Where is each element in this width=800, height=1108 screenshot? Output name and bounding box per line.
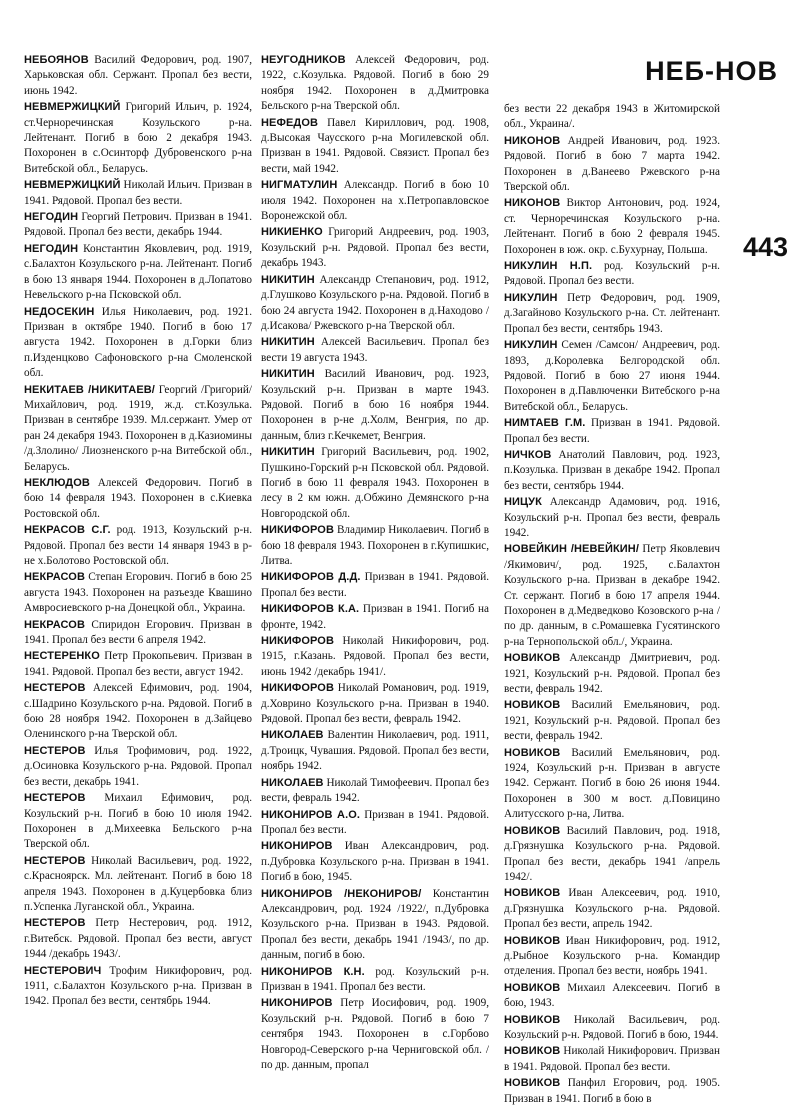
entry xyxy=(504,746,720,823)
entry-surname: НЕГОДИН xyxy=(24,211,79,224)
entry-surname: НИКИФОРОВ Д.Д. xyxy=(261,571,361,584)
entry-text: Александр Адамович, род. 1916, Козульский р-н. Пропал без вести, февраль 1942. xyxy=(504,496,720,539)
entry xyxy=(504,886,720,932)
entry xyxy=(24,100,252,177)
entry-surname: НОВИКОВ xyxy=(504,1013,561,1026)
entry xyxy=(504,448,720,494)
entry-text: Григорий Ильич, р. 1924, ст.Черноречинская Козульского р-на. Лейтенант. Погиб в бою 2 декабря 1943. Похоронен в с.Осинторф Дубровенского р-на Витебской обл., Беларусь. xyxy=(24,101,252,175)
entry xyxy=(24,649,252,680)
entry xyxy=(261,225,489,271)
entry-text: Алексей Федорович, род. 1922, с.Козулька. Рядовой. Погиб в бою 29 ноября 1942. Похоронен в д.Дмитровка Бельского р-на Тверской обл. xyxy=(261,54,489,113)
entry xyxy=(24,178,252,209)
entry-text: Анатолий Павлович, род. 1923, п.Козулька. Призван в декабре 1942. Пропал без вести, сентябрь 1944. xyxy=(504,448,720,492)
entry xyxy=(504,824,720,886)
entry-text: Николай Васильевич, род. 1922, с.Красноярск. Мл. лейтенант. Погиб в бою 18 апреля 1943. Похоронен в д.Куцербовка близ п.Успенка Луганской обл., Украина. xyxy=(24,854,252,913)
entry-surname: НЕГОДИН xyxy=(24,242,79,255)
entry-text: Николай Тимофеевич. Пропал без вести, февраль 1942. xyxy=(261,776,489,805)
entry xyxy=(504,934,720,980)
entry-surname: НЕВМЕРЖИЦКИЙ xyxy=(24,179,121,192)
entry-text: Призван в 1941. Рядовой. Пропал без вести. xyxy=(504,417,720,445)
entry xyxy=(261,602,489,633)
entry xyxy=(24,744,252,790)
entry-text: Михаил Алексеевич. Погиб в бою, 1943. xyxy=(504,981,720,1010)
entry-text: Георгий /Григорий/ Михайлович, род. 1919, ж.д. ст.Козулька. Призван в сентябре 1939. Мл.сержант. Умер от ран 24 декабря 1943. Похоронен в д.Казиомины /д.Злолино/ Лиозненского р-на Витебской обл., Беларусь. xyxy=(24,383,252,473)
entry xyxy=(504,651,720,697)
entry-text: Василий Павлович, род. 1918, д.Грязнушка Козульского р-на. Рядовой. Пропал без вести, декабрь 1941 /апрель 1942/. xyxy=(504,824,720,883)
entry-text: Иван Александрович, род. п.Дубровка Козульского р-на. Призван в 1941. Погиб в бою, 1945. xyxy=(261,840,489,884)
entry-text: Владимир Николаевич. Погиб в бою 18 февраля 1943. Похоронен в г.Купишкис, Литва. xyxy=(261,524,489,567)
entry-text: Николай Никифорович. Призван в 1941. Рядовой. Пропал без вести. xyxy=(504,1045,720,1073)
entry-text: Василий Федорович, род. 1907, Харьковская обл. Сержант. Пропал без вести, июнь 1942. xyxy=(24,54,252,97)
entry-surname: НИКИТИН xyxy=(261,446,315,459)
entry-surname: НЕСТЕРОВ xyxy=(24,744,86,757)
entry xyxy=(504,495,720,541)
entry xyxy=(261,996,489,1073)
entry-surname: НЕКЛЮДОВ xyxy=(24,476,90,489)
entry-text: Александр. Погиб в бою 10 июля 1942. Похоронен на х.Петропавловское Воронежской обл. xyxy=(261,179,489,223)
entry-surname: НИКИФОРОВ xyxy=(261,524,335,537)
entry-text: род. 1913, Козульский р-н. Рядовой. Пропал без вести 14 января 1943 в р-не х.Болотово Ростовской обл. xyxy=(24,524,252,567)
entry-surname: НИКИФОРОВ xyxy=(261,682,335,695)
entry-text: Николай Васильевич, род. Козульский р-н. Рядовой. Погиб в бою, 1944. xyxy=(504,1013,720,1041)
entry xyxy=(24,964,252,1010)
entry-surname: НИГМАТУЛИН xyxy=(261,179,338,192)
entry-text: Виктор Антонович, род. 1924, ст. Черноречинская Козульского р-на. Лейтенант. Погиб в бою 2 февраля 1945. Похоронен в юж. окр. с.Бухурнау, Польша. xyxy=(504,197,720,256)
entry-text: Павел Кириллович, род. 1908, д.Высокая Чаусского р-на Могилевской обл. Призван в 1941. Рядовой. Связист. Пропал без вести, май 1942. xyxy=(261,116,489,175)
entry-surname: НОВИКОВ xyxy=(504,887,561,900)
running-header: НЕБ-НОВ xyxy=(645,56,778,86)
entry-surname: НИКУЛИН xyxy=(504,291,558,304)
entry-surname: НЕСТЕРОВИЧ xyxy=(24,964,102,977)
entry-surname: НЕДОСЕКИН xyxy=(24,305,95,318)
entry-surname: НИКОНОВ xyxy=(504,134,561,147)
entry-text: Алексей Васильевич. Пропал без вести 19 августа 1943. xyxy=(261,336,489,364)
entry-text: Алексей Федорович. Погиб в бою 14 февраля 1943. Похоронен в с.Киевка Ростовской обл. xyxy=(24,476,252,520)
entry-surname: НЕКИТАЕВ /НИКИТАЕВ/ xyxy=(24,383,155,396)
entry xyxy=(24,305,252,382)
entry-text: Петр Иосифович, род. 1909, Козульский р-н. Рядовой. Погиб в бою 7 сентября 1943. Похоронен в с.Горбово Новгород-Северского р-на Черниговской обл. /по др. данным, пропал xyxy=(261,997,489,1071)
entry-text: Валентин Николаевич, род. 1911, д.Троицк, Чувашия. Рядовой. Пропал без вести, ноябрь 1942. xyxy=(261,729,489,773)
entry-text: род. Козульский р-н. Рядовой. Пропал без вести. xyxy=(504,260,720,288)
entry-surname: НОВИКОВ xyxy=(504,1045,561,1058)
entry-text: Николай Романович, род. 1919, д.Ховрино Козульского р-на. Призван в 1940. Рядовой. Пропал без вести, февраль 1942. xyxy=(261,682,489,726)
entry-text: Александр Степанович, род. 1912, д.Глушково Козульского р-на. Рядовой. Погиб в бою 24 августа 1942. Похоронен в д.Находово /д.Исакова/ Ржевского р-на Тверской обл. xyxy=(261,273,489,332)
entry-surname: НИЧКОВ xyxy=(504,448,552,461)
entry xyxy=(24,476,252,522)
entry-surname: НЕСТЕРОВ xyxy=(24,854,86,867)
entry-surname: НЕКРАСОВ xyxy=(24,618,86,631)
page-number: 443 xyxy=(742,232,788,262)
entry xyxy=(24,618,252,649)
entry-surname: НЕВМЕРЖИЦКИЙ xyxy=(24,101,121,114)
entry xyxy=(24,383,252,475)
entry-surname: НИКОЛАЕВ xyxy=(261,729,324,742)
entry-text: Григорий Васильевич, род. 1902, Пушкино-Горский р-н Псковской обл. Рядовой. Погиб в бою 11 февраля 1943. Похоронен в лесу в 2 км южн. д.Обжино Демянского р-на Новгородской обл. xyxy=(261,446,489,520)
entry xyxy=(261,570,489,601)
entry-surname: НОВИКОВ xyxy=(504,699,561,712)
entry-surname: НОВИКОВ xyxy=(504,981,561,994)
entry-surname: НИКОНИРОВ xyxy=(261,997,333,1010)
entry-surname: НЕБОЯНОВ xyxy=(24,54,89,66)
entry-text: Трофим Никифорович, род. 1911, с.Балахтон Козульского р-на. Призван в 1942. Пропал без вести, сентябрь 1944. xyxy=(24,964,252,1008)
entry-surname: НЕКРАСОВ xyxy=(24,571,86,584)
entry-text: Панфил Егорович, род. 1905. Призван в 1941. Погиб в бою в xyxy=(504,1077,720,1105)
entry-text: Николай Никифорович, род. 1915, г.Казань. Рядовой. Пропал без вести, июнь 1942 /декабрь 1941/. xyxy=(261,635,489,678)
entry-surname: НИКУЛИН xyxy=(504,339,558,352)
entry-surname: НИКИЕНКО xyxy=(261,226,323,239)
entry xyxy=(261,728,489,774)
entry xyxy=(504,1076,720,1107)
entry-text: Спиридон Егорович. Призван в 1941. Пропал без вести 6 апреля 1942. xyxy=(24,618,252,647)
entries-list xyxy=(261,53,489,1073)
entry xyxy=(504,981,720,1012)
entry-surname: НИМТАЕВ Г.М. xyxy=(504,417,586,430)
entry-text: Василий Емельянович, род. 1924, Козульский р-н. Призван в августе 1942. Сержант. Погиб в бою 26 июня 1944. Похоронен в 300 м вост. д.Повицино Алитусского р-на, Литва. xyxy=(504,746,720,821)
entry xyxy=(261,808,489,839)
entry-text: род. Козульский р-н. Призван в 1941. Пропал без вести. xyxy=(261,965,489,993)
entry xyxy=(261,839,489,885)
entry-text: Григорий Андреевич, род. 1903, Козульский р-н. Рядовой. Пропал без вести, декабрь 1943. xyxy=(261,226,489,270)
entry xyxy=(504,291,720,337)
entry xyxy=(261,335,489,366)
entry-surname: НИКИТИН xyxy=(261,336,315,349)
entry-surname: НЕКРАСОВ С.Г. xyxy=(24,524,111,537)
entry-text: Петр Федорович, род. 1909, д.Загайново Козульского р-на. Ст. лейтенант. Пропал без вести, сентябрь 1943. xyxy=(504,291,720,335)
entry xyxy=(504,1013,720,1044)
entry xyxy=(261,116,489,178)
entry xyxy=(261,53,489,115)
entries-list xyxy=(24,53,252,1010)
entry-text: Степан Егорович. Погиб в бою 25 августа 1943. Похоронен на разъезде Квашино Амвросиевского р-на Донецкой обл., Украина. xyxy=(24,571,252,615)
entry xyxy=(24,210,252,241)
entry-text: Петр Яковлевич /Якимович/, род. 1925, с.Балахтон Козульского р-на. Призван в декабре 1942. Ст. сержант. Погиб в бою 17 апреля 1944. Похоронен в д.Медведково Козовского р-на /по др. данным, в с.Ромашевка Гусятинского р-на Тернопольской обл./, Украина. xyxy=(504,543,720,648)
entry xyxy=(261,887,489,964)
entry-surname: НОВИКОВ xyxy=(504,824,561,837)
entry xyxy=(24,791,252,853)
entry-surname: НИКОНИРОВ А.О. xyxy=(261,808,361,821)
entry xyxy=(261,445,489,522)
entry-surname: НЕСТЕРЕНКО xyxy=(24,650,100,663)
entry-surname: НЕФЕДОВ xyxy=(261,116,319,129)
entry xyxy=(504,416,720,447)
entry-text: Семен /Самсон/ Андреевич, род. 1893, д.Королевка Белгородской обл. Рядовой. Погиб в бою 27 июня 1944. Похоронен в д.Павлюченки Витебского р-на Витебской обл., Беларусь. xyxy=(504,339,720,413)
entry-surname: НОВИКОВ xyxy=(504,934,561,947)
entry-text: Алексей Ефимович, род. 1904, с.Шадрино Козульского р-на. Рядовой. Погиб в бою 28 ноября 1942. Похоронен в д.Зайцево Оленинского р-на Тверской обл. xyxy=(24,682,252,741)
entry-text: Призван в 1941. Рядовой. Пропал без вести. xyxy=(261,571,489,599)
entries-list xyxy=(504,102,720,1107)
entry-surname: НОВИКОВ xyxy=(504,652,561,665)
entry xyxy=(24,570,252,616)
entry xyxy=(261,965,489,996)
entry-surname: НИКОНОВ xyxy=(504,197,561,210)
entry xyxy=(261,367,489,444)
entry xyxy=(504,134,720,196)
entry-surname: НИКИФОРОВ К.А. xyxy=(261,603,360,616)
entry xyxy=(504,259,720,290)
column-3 xyxy=(504,53,720,1108)
entry-surname: НИКИФОРОВ xyxy=(261,635,335,648)
entry-text: Константин Яковлевич, род. 1919, с.Балахтон Козульского р-на. Лейтенант. Погиб в бою 13 января 1944. Похоронен в д.Лопатово Невельского р-на Псковской обл. xyxy=(24,242,252,302)
entry-surname: НИКИТИН xyxy=(261,368,315,381)
entry-text: Андрей Иванович, род. 1923. Рядовой. Погиб в бою 7 марта 1942. Похоронен в д.Ванеево Ржевского р-на Тверской обл. xyxy=(504,134,720,194)
entry-surname: НИКОНИРОВ xyxy=(261,840,333,853)
entry-text: Илья Трофимович, род. 1922, д.Осиновка Козульского р-на. Рядовой. Пропал без вести, декабрь 1941. xyxy=(24,744,252,788)
entry-text: Николай Ильич. Призван в 1941. Рядовой. Пропал без вести. xyxy=(24,179,252,207)
entry-surname: НИЦУК xyxy=(504,496,542,509)
entry-surname: НИКОЛАЕВ xyxy=(261,776,324,789)
entry-surname: НЕСТЕРОВ xyxy=(24,917,86,930)
entry-text: Петр Прокопьевич. Призван в 1941. Рядовой. Пропал без вести, август 1942. xyxy=(24,650,252,678)
entry-text: без вести 22 декабря 1943 в Житомирской обл., Украина/. xyxy=(504,103,720,131)
entry-text: Иван Никифорович, род. 1912, д.Рыбное Козульского р-на. Командир отделения. Пропал без вести, ноябрь 1941. xyxy=(504,934,720,978)
entry xyxy=(24,916,252,962)
entry-text: Призван в 1941. Погиб на фронте, 1942. xyxy=(261,603,489,631)
entry-text: Василий Емельянович, род. 1921, Козульский р-н. Рядовой. Пропал без вести, февраль 1942. xyxy=(504,699,720,743)
entry xyxy=(261,178,489,224)
entry xyxy=(504,542,720,650)
entry-text: Илья Николаевич, род. 1921. Призван в октябре 1940. Погиб в бою 17 августа 1942. Похоронен в д.Горки близ п.Изденцково Сафоновского р-на Смоленской обл. xyxy=(24,305,252,380)
entry-text: Михаил Ефимович, род. Козульский р-н. Погиб в бою 10 июля 1942. Похоронен в д.Михеевка Бельского р-на Тверской обл. xyxy=(24,792,252,851)
entry-text: Александр Дмитриевич, род. 1921, Козульский р-н. Рядовой. Пропал без вести, февраль 1942. xyxy=(504,652,720,696)
entry-text: Василий Иванович, род. 1923, Козульский р-н. Призван в марте 1943. Рядовой. Погиб в бою 16 ноября 1944. Похоронен в р-не д.Холм, Венгрия, по др. данным, близ г.Кечкемет, Венгрия. xyxy=(261,368,489,442)
entry-surname: НОВЕЙКИН /НЕВЕЙКИН/ xyxy=(504,543,639,556)
entry xyxy=(261,681,489,727)
entry-text: Константин Александрович, род. 1924 /1922/, п.Дубровка Козульского р-на. Призван в 1943. Рядовой. Пропал без вести, декабрь 1941 /1943/, по др. данным, погиб в бою. xyxy=(261,887,489,962)
entry xyxy=(504,196,720,258)
column-1 xyxy=(24,53,252,1011)
column-2 xyxy=(261,53,489,1074)
entry xyxy=(24,854,252,916)
entry xyxy=(24,523,252,569)
entry xyxy=(24,681,252,743)
entry xyxy=(261,776,489,807)
entry-surname: НИКОНИРОВ /НЕКОНИРОВ/ xyxy=(261,887,422,900)
entry xyxy=(261,634,489,680)
entry-surname: НИКУЛИН Н.П. xyxy=(504,260,593,273)
entry-surname: НИКИТИН xyxy=(261,273,315,286)
entry-text: Георгий Петрович. Призван в 1941. Рядовой. Пропал без вести, декабрь 1944. xyxy=(24,211,252,239)
entry-surname: НЕСТЕРОВ xyxy=(24,682,86,695)
entry xyxy=(504,338,720,415)
entry xyxy=(261,273,489,335)
entry xyxy=(24,242,252,304)
entry-surname: НЕСТЕРОВ xyxy=(24,792,86,805)
entry-surname: НЕУГОДНИКОВ xyxy=(261,54,346,66)
entry xyxy=(24,53,252,99)
entry-text: Петр Нестерович, род. 1912, г.Витебск. Рядовой. Пропал без вести, август 1944 /декабрь 1943/. xyxy=(24,917,252,961)
entry-surname: НОВИКОВ xyxy=(504,746,561,759)
entry xyxy=(504,102,720,133)
entry-surname: НИКОНИРОВ К.Н. xyxy=(261,965,365,978)
entry-text: Призван в 1941. Рядовой. Пропал без вести. xyxy=(261,808,489,836)
entry-text: Иван Алексеевич, род. 1910, д.Грязнушка Козульского р-на. Рядовой. Пропал без вести, апрель 1942. xyxy=(504,887,720,931)
entry xyxy=(261,523,489,569)
entry xyxy=(504,698,720,744)
entry-surname: НОВИКОВ xyxy=(504,1077,561,1090)
entry xyxy=(504,1044,720,1075)
